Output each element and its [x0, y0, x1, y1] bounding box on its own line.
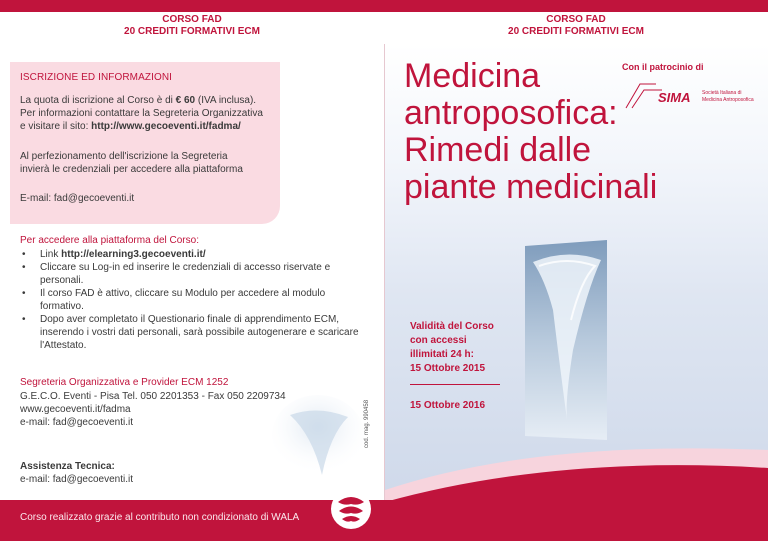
- bullet-dot: •: [22, 249, 26, 260]
- validity-line1: Validità del Corso: [410, 321, 494, 332]
- header-right-line1: CORSO FAD: [546, 14, 606, 25]
- bullet-text: Dopo aver completato il Questionario finale di apprendimento ECM, inserendo i vostri dati personali, sarà possibile autogenerare e scaricare l'Attestato.: [40, 314, 359, 351]
- bullet-text: Link: [40, 249, 62, 260]
- visit-line: [20, 120, 282, 133]
- validity-start-date: 15 Ottobre 2015: [410, 363, 486, 374]
- bullet-dot: •: [22, 288, 26, 299]
- validity-block: [410, 320, 494, 376]
- list-item: [20, 261, 370, 287]
- segreteria-title: Segreteria Organizzativa e Provider ECM 1252: [20, 377, 229, 388]
- contact-line: Per informazioni contattare la Segreteria Organizzativa: [20, 108, 263, 119]
- header-left-line2: 20 CREDITI FORMATIVI ECM: [124, 26, 260, 37]
- list-item: [20, 313, 370, 352]
- quota-pre: La quota di iscrizione al Corso è di: [20, 95, 176, 106]
- cod-mag-label: cod. mag. 990458: [364, 399, 370, 448]
- quota-line: [20, 94, 282, 107]
- segreteria-line1: G.E.C.O. Eventi - Pisa Tel. 050 2201353 - Fax 050 2209734: [20, 391, 286, 402]
- info-email[interactable]: E-mail: fad@gecoeventi.it: [20, 193, 135, 204]
- title-line1: Medicina: [404, 57, 541, 95]
- sima-logo-icon: [622, 80, 762, 112]
- wala-logo-icon: [330, 488, 372, 530]
- top-band: [0, 0, 768, 12]
- sponsor-text: Corso realizzato grazie al contributo non condizionato di WALA: [20, 512, 300, 523]
- title-line3: Rimedi dalle: [404, 131, 592, 169]
- validity-line2: con accessi: [410, 335, 467, 346]
- bullet-dot: •: [22, 262, 26, 273]
- assistenza-email[interactable]: e-mail: fad@gecoeventi.it: [20, 474, 133, 485]
- patrocinio-label: Con il patrocinio di: [622, 62, 704, 72]
- header-left-line1: CORSO FAD: [162, 14, 222, 25]
- validity-divider: [410, 384, 500, 385]
- list-item: [20, 248, 370, 261]
- sima-sub1: Società Italiana di: [702, 90, 742, 96]
- access-steps-list: [20, 248, 370, 352]
- title-line4: piante medicinali: [404, 168, 658, 206]
- tornado-photo: [525, 240, 607, 440]
- header-right: [384, 14, 768, 38]
- bullet-text: Il corso FAD è attivo, cliccare su Modulo per accedere al modulo formativo.: [40, 288, 326, 312]
- validity-end-date: 15 Ottobre 2016: [410, 400, 486, 411]
- bullet-dot: •: [22, 314, 26, 325]
- quota-post: (IVA inclusa).: [195, 95, 257, 106]
- course-title: [404, 58, 657, 206]
- segreteria-email[interactable]: e-mail: fad@gecoeventi.it: [20, 417, 133, 428]
- perf-line2: invierà le credenziali per accedere alla piattaforma: [20, 164, 243, 175]
- segreteria-contacts: [20, 390, 286, 429]
- header-right-line2: 20 CREDITI FORMATIVI ECM: [508, 26, 644, 37]
- bullet-text: Cliccare su Log-in ed inserire le credenziali di accesso riservate e personali.: [40, 262, 331, 286]
- assistenza-title: Assistenza Tecnica:: [20, 461, 115, 472]
- title-line2: antroposofica:: [404, 94, 618, 132]
- info-title: ISCRIZIONE ED INFORMAZIONI: [20, 72, 173, 83]
- access-title: Per accedere alla piattaforma del Corso:: [20, 235, 199, 246]
- perf-line1: Al perfezionamento dell'iscrizione la Segreteria: [20, 151, 228, 162]
- elearning-link[interactable]: http://elearning3.gecoeventi.it/: [61, 249, 206, 260]
- visit-link[interactable]: http://www.gecoeventi.it/fadma/: [91, 121, 241, 132]
- decorative-curve: [385, 430, 768, 505]
- sima-name: SIMA: [658, 90, 691, 105]
- list-item: [20, 287, 370, 313]
- visit-pre: e visitare il sito:: [20, 121, 92, 132]
- sima-sub2: Medicina Antroposofica: [702, 97, 754, 103]
- segreteria-website[interactable]: www.gecoeventi.it/fadma: [20, 404, 131, 415]
- header-left: [0, 14, 384, 38]
- validity-line3: illimitati 24 h:: [410, 349, 474, 360]
- quota-amount: € 60: [175, 95, 196, 106]
